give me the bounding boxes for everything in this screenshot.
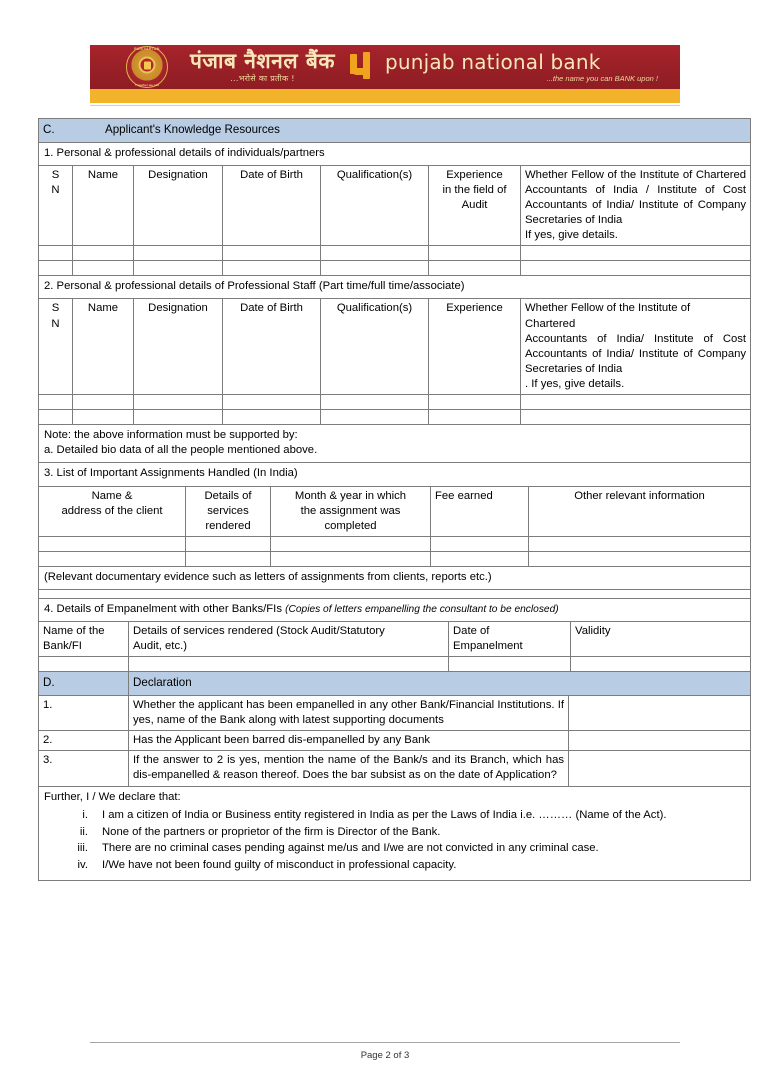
further-declaration-list	[44, 808, 745, 874]
list-item	[44, 841, 745, 857]
declaration-text: Whether the applicant has been empanelled in any other Bank/Financial Institutions. If yes, name of the Bank along with latest supporting documents	[129, 695, 569, 730]
list-text: I am a citizen of India or Business entity registered in India as per the Laws of India i.e. ……… (Name of the Act).	[102, 808, 667, 821]
part3-heading: 3. List of Important Assignments Handled (In India)	[39, 463, 751, 486]
col-month-year-completed	[271, 486, 431, 536]
col-exp-line3: Audit	[461, 198, 488, 211]
col-fellow-note: If yes, give details.	[525, 229, 618, 242]
cell-validity[interactable]	[571, 657, 751, 672]
part3-heading-row	[39, 463, 751, 486]
section-c-header-row	[39, 119, 751, 143]
part3-data-row[interactable]	[39, 551, 751, 566]
logo-banner	[90, 45, 680, 89]
col-exp-line2: in the field of	[442, 183, 507, 196]
section-c-letter: C.	[43, 123, 55, 136]
hindi-tagline: ...भरोसे का प्रतीक !	[230, 74, 295, 84]
cell-designation[interactable]	[134, 246, 223, 261]
declaration-number: 1.	[39, 695, 129, 730]
page-footer	[90, 1042, 680, 1061]
list-item	[44, 858, 745, 874]
col1-line2: address of the client	[61, 504, 163, 517]
letterhead-divider	[90, 105, 680, 106]
emblem-top-label: PARIVARTAN	[134, 47, 160, 51]
page-number: Page 2 of 3	[360, 1050, 410, 1061]
list-numeral: iv.	[77, 859, 88, 872]
cell-qualification[interactable]	[321, 246, 429, 261]
part4-heading	[39, 599, 751, 622]
footer-divider	[90, 1042, 680, 1043]
part3-table	[38, 486, 751, 600]
cell-qualification[interactable]	[321, 261, 429, 276]
part2-heading: 2. Personal & professional details of Professional Staff (Part time/full time/associate)	[39, 276, 751, 299]
part3-column-header-row	[39, 486, 751, 536]
cell-sn[interactable]	[39, 246, 73, 261]
col-qualifications: Qualification(s)	[321, 165, 429, 246]
col-date-of-empanelment	[449, 622, 571, 657]
cell-sn[interactable]	[39, 395, 73, 410]
col-validity: Validity	[571, 622, 751, 657]
part4-heading-row	[39, 599, 751, 622]
section-d-header-row	[39, 672, 751, 696]
form-body	[38, 118, 750, 881]
part3-footnote-row	[39, 566, 751, 589]
part1-column-header-row	[39, 165, 751, 246]
declaration-answer[interactable]	[569, 751, 751, 786]
cell-fellow[interactable]	[521, 395, 751, 410]
cell-client[interactable]	[39, 536, 186, 551]
part1-data-row[interactable]	[39, 261, 751, 276]
cell-fellow[interactable]	[521, 410, 751, 425]
col-other-relevant-information: Other relevant information	[529, 486, 751, 536]
hindi-bank-name-block	[190, 50, 335, 84]
cell-services[interactable]	[186, 536, 271, 551]
cell-name[interactable]	[73, 246, 134, 261]
hindi-bank-name: पंजाब नैशनल बैंक	[190, 48, 336, 73]
part1-data-row[interactable]	[39, 246, 751, 261]
further-declaration-block	[39, 786, 751, 880]
cell-month-year[interactable]	[271, 536, 431, 551]
col-fellow-line2: Chartered	[525, 317, 576, 330]
cell-designation[interactable]	[134, 261, 223, 276]
part2-heading-row	[39, 276, 751, 299]
list-text: There are no criminal cases pending against me/us and I/we are not convicted in any criminal case.	[102, 842, 599, 855]
further-intro: Further, I / We declare that:	[44, 790, 181, 803]
part2-data-row[interactable]	[39, 410, 751, 425]
cell-qualification[interactable]	[321, 410, 429, 425]
col-sn-line1: S	[51, 302, 60, 315]
declaration-row	[39, 731, 751, 751]
cell-sn[interactable]	[39, 261, 73, 276]
col-exp-line1: Experience	[446, 168, 503, 181]
note-block	[39, 425, 751, 463]
col-experience	[429, 165, 521, 246]
declaration-number: 3.	[39, 751, 129, 786]
cell-name[interactable]	[73, 395, 134, 410]
col-date-of-birth: Date of Birth	[223, 299, 321, 395]
col-services-rendered-detail	[129, 622, 449, 657]
section-d-title: Declaration	[129, 672, 751, 696]
declaration-text: Has the Applicant been barred dis-empanelled by any Bank	[129, 731, 569, 751]
cell-experience[interactable]	[429, 410, 521, 425]
col3-line2: the assignment was	[300, 504, 401, 517]
emblem-bottom-label: Together we can	[134, 82, 160, 87]
cell-dob[interactable]	[223, 246, 321, 261]
list-text: None of the partners or proprietor of the firm is Director of the Bank.	[102, 825, 441, 838]
pnb-parivartan-emblem-icon	[126, 46, 168, 88]
section-d-letter: D.	[39, 672, 129, 696]
col-designation: Designation	[134, 299, 223, 395]
part4-data-row[interactable]	[39, 657, 751, 672]
declaration-row	[39, 695, 751, 730]
section-c-table	[38, 118, 751, 487]
cell-dob[interactable]	[223, 410, 321, 425]
section-c-title: Applicant's Knowledge Resources	[105, 123, 280, 136]
list-numeral: i.	[82, 808, 88, 821]
col-sn-line2: N	[51, 317, 60, 330]
part4-column-header-row	[39, 622, 751, 657]
col-name: Name	[73, 299, 134, 395]
english-tagline: ...the name you can BANK upon !	[546, 73, 658, 83]
cell-designation[interactable]	[134, 410, 223, 425]
col-sn-line2: N	[51, 183, 60, 196]
cell-bank-name[interactable]	[39, 657, 129, 672]
cell-fellow[interactable]	[521, 246, 751, 261]
part2-column-header-row	[39, 299, 751, 395]
note-line-1: Note: the above information must be supported by:	[44, 429, 298, 442]
further-declaration-row	[39, 786, 751, 880]
cell-client[interactable]	[39, 551, 186, 566]
declaration-number: 2.	[39, 731, 129, 751]
col1-line1: Name &	[91, 489, 133, 502]
cell-other-info[interactable]	[529, 551, 751, 566]
col-qualifications: Qualification(s)	[321, 299, 429, 395]
declaration-text: If the answer to 2 is yes, mention the name of the Bank/s and its Branch, which has dis-empanelled & reason thereof. Does the bar subsist as on the date of Application?	[129, 751, 569, 786]
part4-table	[38, 598, 751, 672]
declaration-answer[interactable]	[569, 731, 751, 751]
cell-fee[interactable]	[431, 536, 529, 551]
cell-experience[interactable]	[429, 246, 521, 261]
declaration-answer[interactable]	[569, 695, 751, 730]
list-numeral: ii.	[79, 825, 88, 838]
part4-heading-italic: (Copies of letters empanelling the consultant to be enclosed)	[285, 604, 559, 616]
col-serial-number	[39, 299, 73, 395]
note-line-2: a. Detailed bio data of all the people mentioned above.	[44, 444, 318, 457]
col-designation: Designation	[134, 165, 223, 246]
part3-footnote: (Relevant documentary evidence such as letters of assignments from clients, reports etc.)	[39, 566, 751, 589]
col-date-of-birth: Date of Birth	[223, 165, 321, 246]
col3-line3: completed	[324, 519, 377, 532]
col1-line1: Name of the	[43, 625, 105, 638]
col-bank-fi-name	[39, 622, 129, 657]
part4-heading-main: 4. Details of Empanelment with other Banks/FIs	[44, 603, 282, 616]
cell-name[interactable]	[73, 410, 134, 425]
declaration-row	[39, 751, 751, 786]
col-serial-number	[39, 165, 73, 246]
cell-services-detail[interactable]	[129, 657, 449, 672]
part1-heading: 1. Personal & professional details of individuals/partners	[39, 142, 751, 165]
col3-line2: Empanelment	[453, 640, 523, 653]
col-fellow-institute	[521, 165, 751, 246]
col-sn-line1: S	[51, 168, 60, 181]
col2-line3: rendered	[205, 519, 251, 532]
col-client-name-address	[39, 486, 186, 536]
part3-data-row[interactable]	[39, 536, 751, 551]
list-numeral: iii.	[77, 842, 88, 855]
col-fee-earned: Fee earned	[431, 486, 529, 536]
cell-services[interactable]	[186, 551, 271, 566]
cell-qualification[interactable]	[321, 395, 429, 410]
col-fellow-line4: . If yes, give details.	[525, 378, 625, 391]
col1-line2: Bank/FI	[43, 640, 82, 653]
col2-line1: Details of services rendered (Stock Audit/Statutory	[133, 625, 385, 638]
cell-sn[interactable]	[39, 410, 73, 425]
english-bank-name: punjab national bank	[385, 49, 601, 74]
col2-line1: Details of	[204, 489, 252, 502]
part1-heading-row	[39, 142, 751, 165]
cell-name[interactable]	[73, 261, 134, 276]
emblem-core	[139, 57, 156, 74]
cell-empanelment-date[interactable]	[449, 657, 571, 672]
bank-letterhead	[90, 45, 680, 106]
list-item	[44, 825, 745, 841]
section-d-table	[38, 671, 751, 881]
cell-dob[interactable]	[223, 261, 321, 276]
english-bank-name-block	[385, 49, 680, 83]
cell-month-year[interactable]	[271, 551, 431, 566]
col-name: Name	[73, 165, 134, 246]
col3-line1: Date of	[453, 625, 490, 638]
list-text: I/We have not been found guilty of misconduct in professional capacity.	[102, 859, 457, 872]
col-fellow-line3: Accountants of India/ Institute of Cost Accountants of India/ Institute of Company Secretaries of India	[525, 332, 747, 375]
section-c-header	[39, 119, 751, 143]
col-experience: Experience	[429, 299, 521, 395]
cell-other-info[interactable]	[529, 536, 751, 551]
col-fellow-institute	[521, 299, 751, 395]
cell-fellow[interactable]	[521, 261, 751, 276]
col3-line1: Month & year in which	[294, 489, 407, 502]
col-services-rendered	[186, 486, 271, 536]
gold-accent-band	[90, 89, 680, 103]
col-fellow-line1: Whether Fellow of the Institute of	[525, 302, 691, 315]
pnb-monogram-icon	[349, 52, 375, 82]
col-fellow-text: Whether Fellow of the Institute of Chartered Accountants of India / Institute of Cost Accountants of India/ Institute of Company Secretaries of India	[525, 168, 747, 227]
note-row	[39, 425, 751, 463]
cell-experience[interactable]	[429, 261, 521, 276]
col2-line2: Audit, etc.)	[133, 640, 187, 653]
list-item	[44, 808, 745, 824]
cell-designation[interactable]	[134, 395, 223, 410]
monogram-right-bar	[363, 52, 370, 79]
cell-experience[interactable]	[429, 395, 521, 410]
part2-data-row[interactable]	[39, 395, 751, 410]
cell-dob[interactable]	[223, 395, 321, 410]
cell-fee[interactable]	[431, 551, 529, 566]
col2-line2: services	[207, 504, 249, 517]
